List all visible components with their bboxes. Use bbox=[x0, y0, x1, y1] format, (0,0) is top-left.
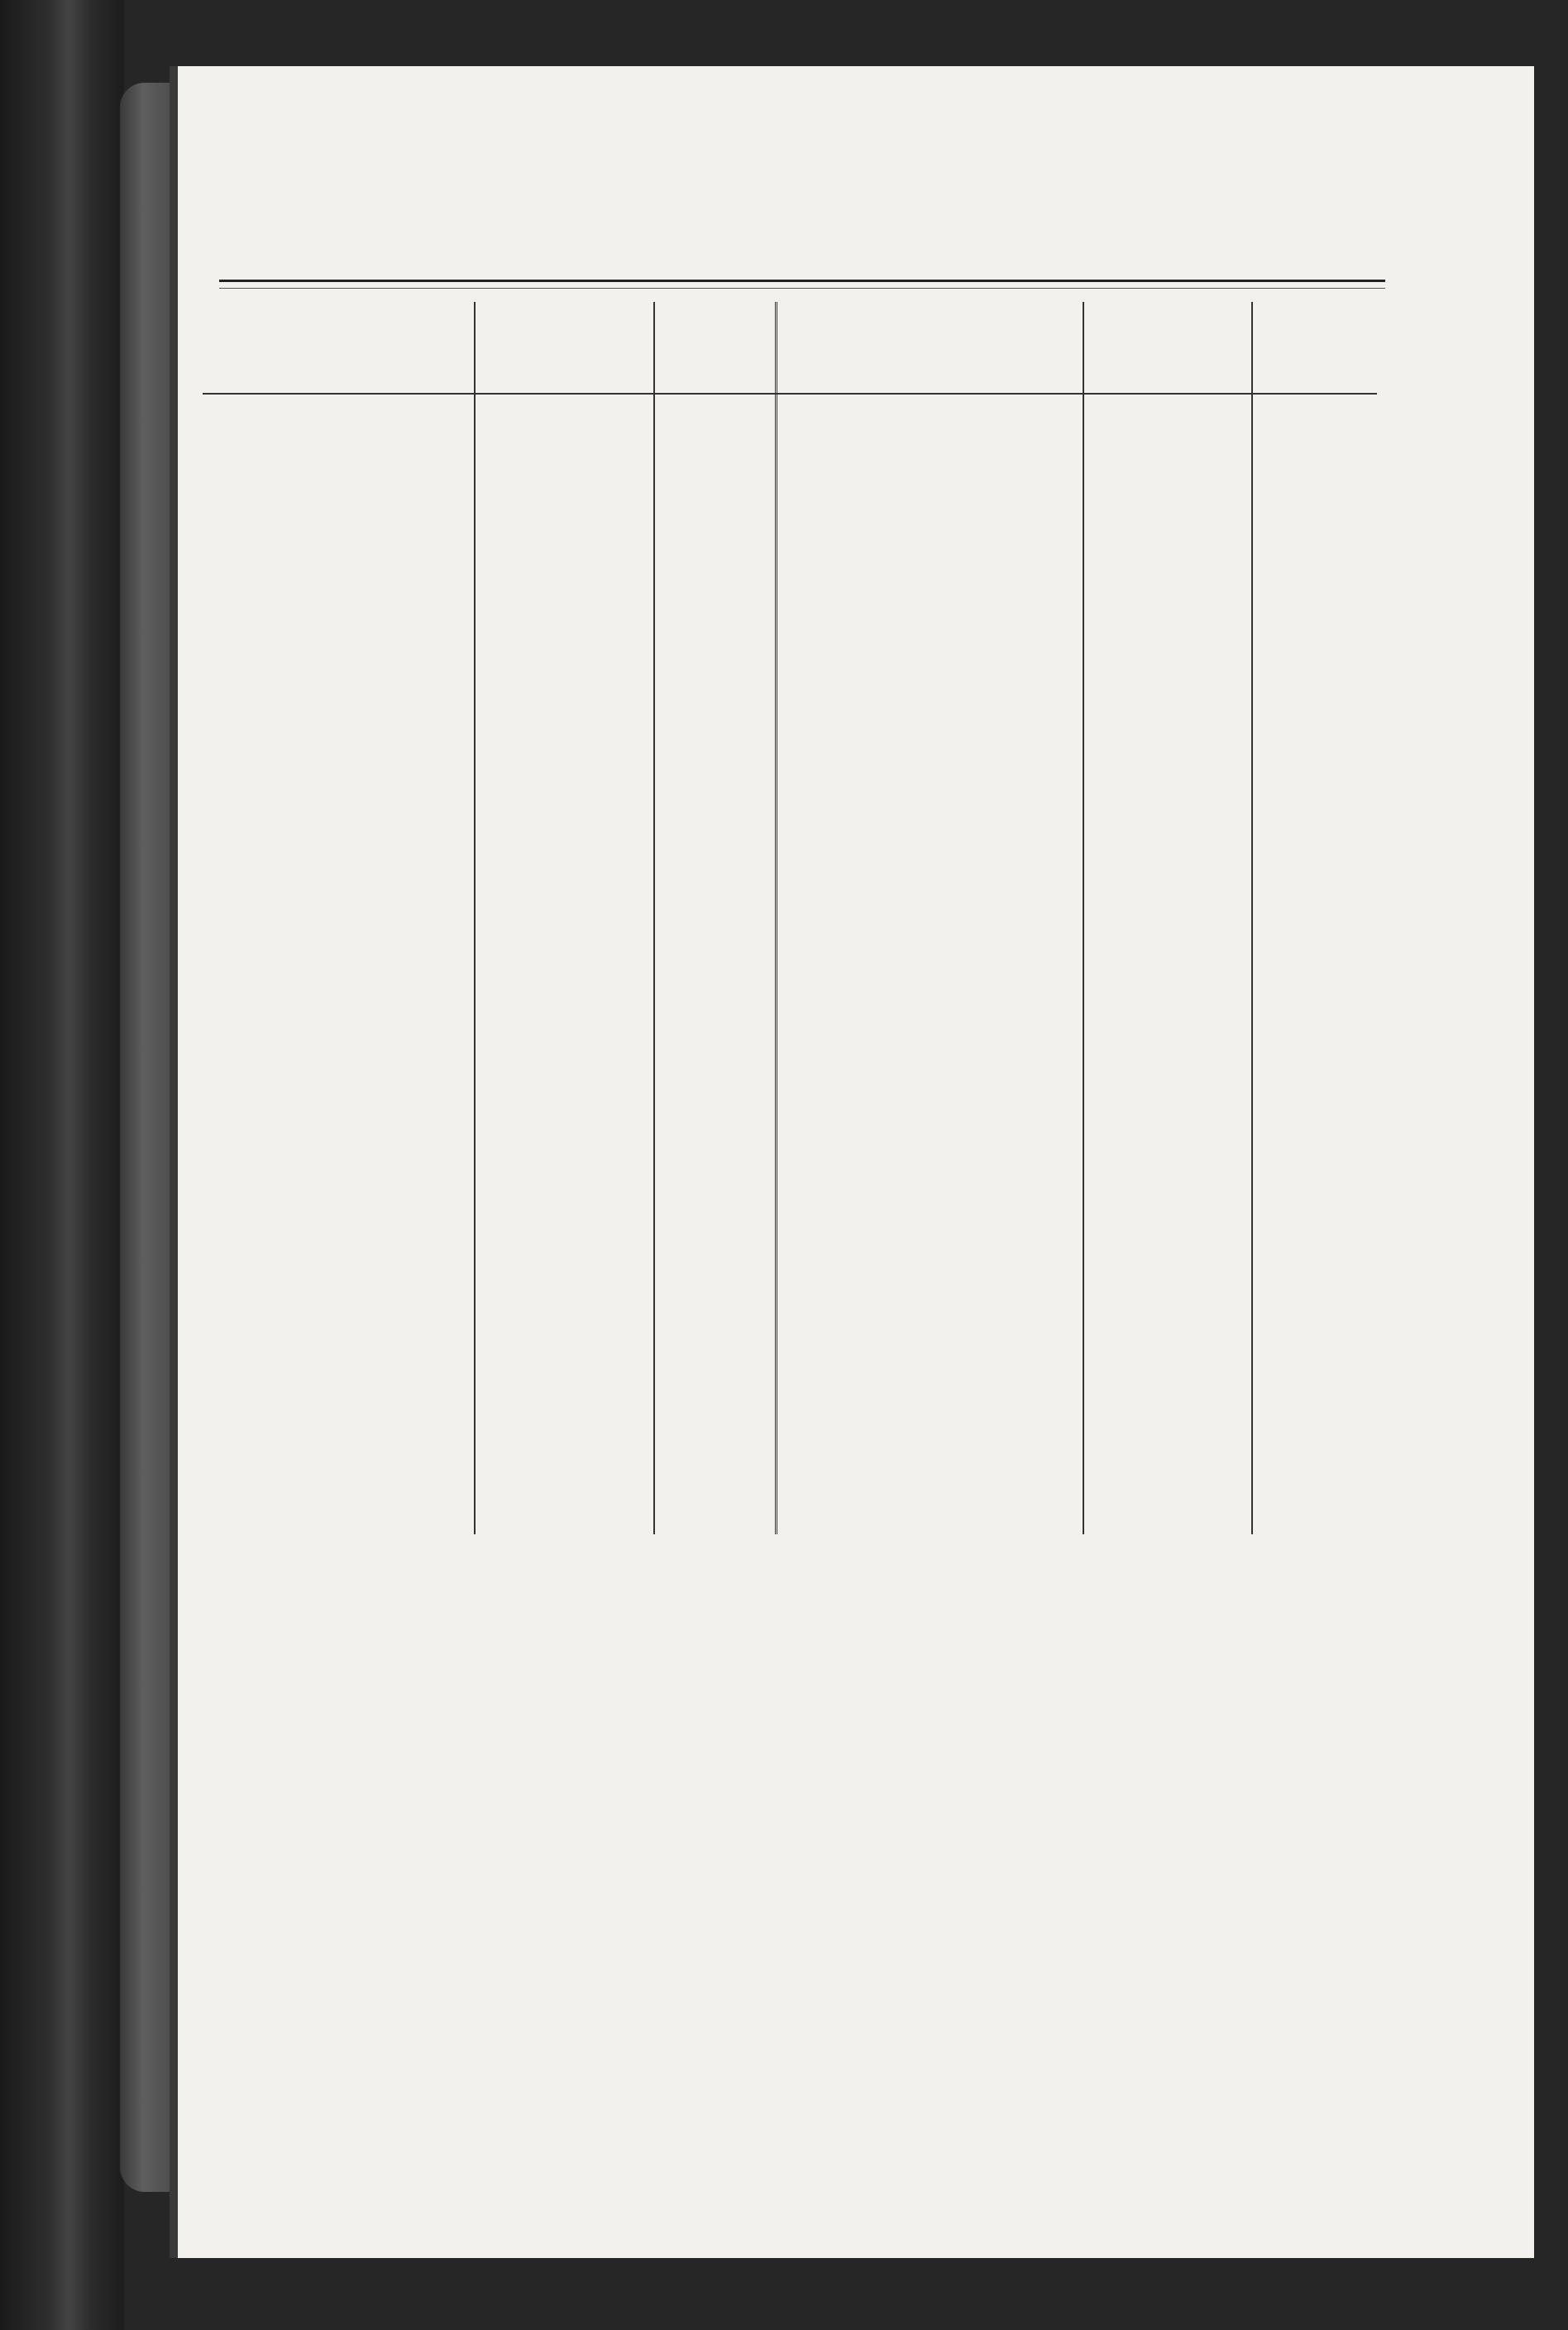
document-page bbox=[170, 66, 1534, 2258]
col-divider bbox=[653, 302, 655, 1534]
book-spine bbox=[0, 0, 124, 2330]
col-divider bbox=[1083, 302, 1084, 1534]
top-rule bbox=[219, 280, 1385, 282]
col-divider bbox=[474, 302, 476, 1534]
header-rule bbox=[203, 393, 1377, 395]
col-divider-center bbox=[775, 302, 777, 1534]
col-divider bbox=[1251, 302, 1253, 1534]
top-rule-thin bbox=[219, 288, 1385, 289]
